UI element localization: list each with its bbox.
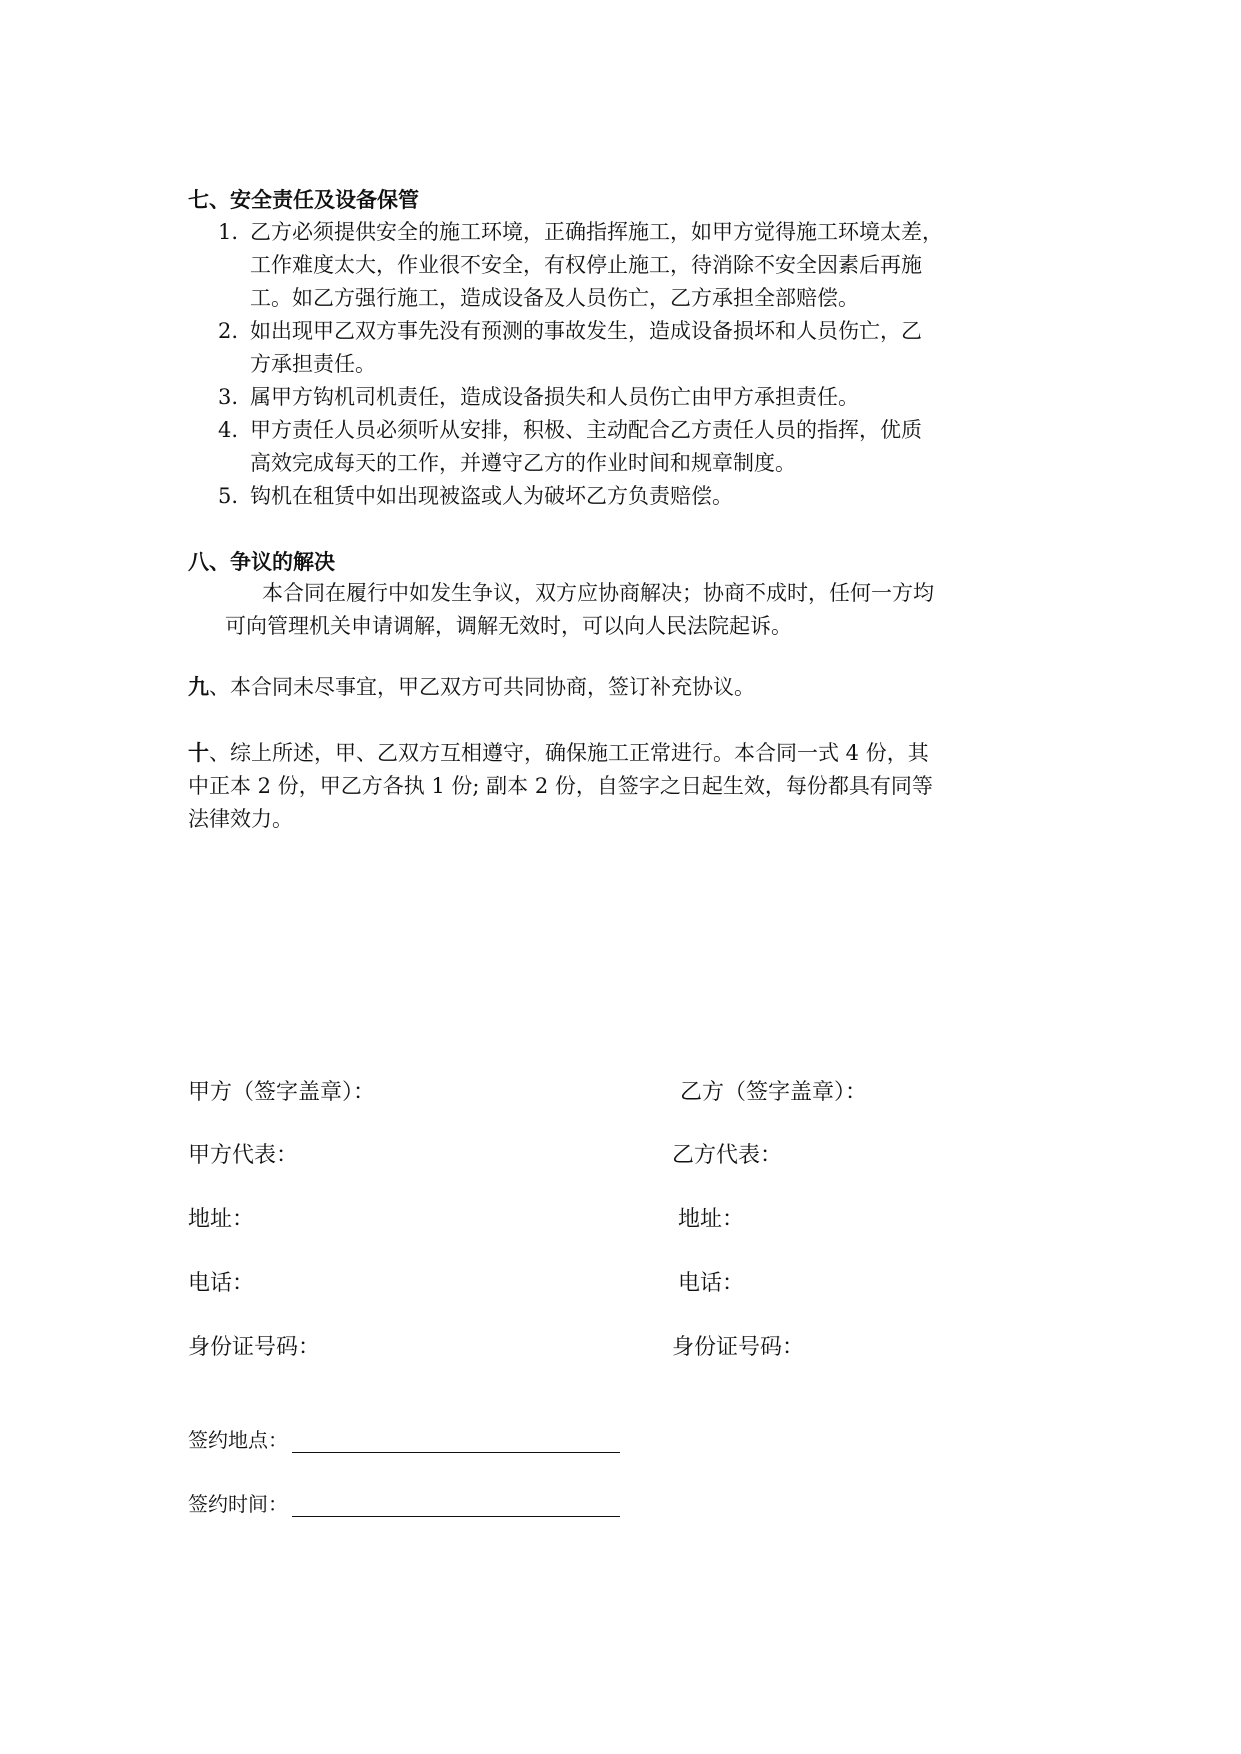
party-b-address-label: 地址：	[678, 1207, 745, 1232]
item-number: 2.	[218, 319, 239, 343]
section-8-line-1: 本合同在履行中如发生争议，双方应协商解决；协商不成时，任何一方均	[262, 581, 934, 605]
list-item	[218, 480, 943, 513]
party-b-rep-label: 乙方代表：	[672, 1143, 783, 1168]
signing-place-field[interactable]	[292, 1430, 620, 1453]
section-10	[188, 736, 933, 836]
item-number: 5.	[218, 484, 239, 508]
item-number: 3.	[218, 385, 239, 409]
list-item	[218, 414, 943, 480]
item-text: 方承担责任。	[250, 352, 376, 376]
item-text: 属甲方钩机司机责任，造成设备损失和人员伤亡由甲方承担责任。	[250, 385, 859, 409]
list-item	[218, 315, 943, 381]
party-b-phone-label: 电话：	[678, 1271, 745, 1296]
item-text: 工。如乙方强行施工，造成设备及人员伤亡，乙方承担全部赔偿。	[250, 286, 859, 310]
party-a-phone-label: 电话：	[188, 1271, 255, 1296]
item-text: 钩机在租赁中如出现被盗或人为破坏乙方负责赔偿。	[250, 484, 733, 508]
item-text: 工作难度太大，作业很不安全，有权停止施工，待消除不安全因素后再施	[250, 253, 922, 277]
item-text: 高效完成每天的工作，并遵守乙方的作业时间和规章制度。	[250, 451, 796, 475]
section-8-line-2: 可向管理机关申请调解，调解无效时，可以向人民法院起诉。	[225, 614, 792, 638]
signing-time-row	[188, 1488, 620, 1517]
party-b-id-label: 身份证号码：	[672, 1335, 805, 1360]
section-10-line-3: 法律效力。	[188, 807, 293, 831]
list-item	[218, 381, 943, 414]
section-9	[188, 670, 755, 704]
party-a-id-label: 身份证号码：	[188, 1335, 321, 1360]
section-7-list	[218, 216, 943, 513]
section-7-title: 七、安全责任及设备保管	[188, 188, 419, 212]
section-9-text: 、本合同未尽事宜，甲乙双方可共同协商，签订补充协议。	[209, 675, 755, 699]
section-10-number: 十	[188, 740, 209, 765]
item-text: 甲方责任人员必须听从安排，积极、主动配合乙方责任人员的指挥，优质	[250, 418, 922, 442]
item-text: 如出现甲乙双方事先没有预测的事故发生，造成设备损坏和人员伤亡，乙	[250, 319, 922, 343]
list-item	[218, 216, 943, 315]
party-a-rep-label: 甲方代表：	[188, 1143, 299, 1168]
party-b-seal-label: 乙方（签字盖章）：	[680, 1080, 868, 1105]
party-a-address-label: 地址：	[188, 1207, 255, 1232]
signing-place-row	[188, 1424, 620, 1453]
signing-place-label: 签约地点：	[188, 1428, 288, 1452]
signing-time-field[interactable]	[292, 1494, 620, 1517]
item-number: 4.	[218, 418, 239, 442]
item-text: 乙方必须提供安全的施工环境，正确指挥施工，如甲方觉得施工环境太差，	[250, 220, 943, 244]
section-10-line-2: 中正本 2 份，甲乙方各执 1 份; 副本 2 份，自签字之日起生效，每份都具有同等	[188, 774, 933, 798]
party-a-seal-label: 甲方（签字盖章）：	[188, 1080, 376, 1105]
section-10-line-1: 、综上所述，甲、乙双方互相遵守，确保施工正常进行。本合同一式 4 份，其	[209, 741, 929, 765]
section-8-title: 八、争议的解决	[188, 550, 335, 574]
section-9-number: 九	[188, 674, 209, 699]
signing-time-label: 签约时间：	[188, 1492, 288, 1516]
item-number: 1.	[218, 220, 239, 244]
